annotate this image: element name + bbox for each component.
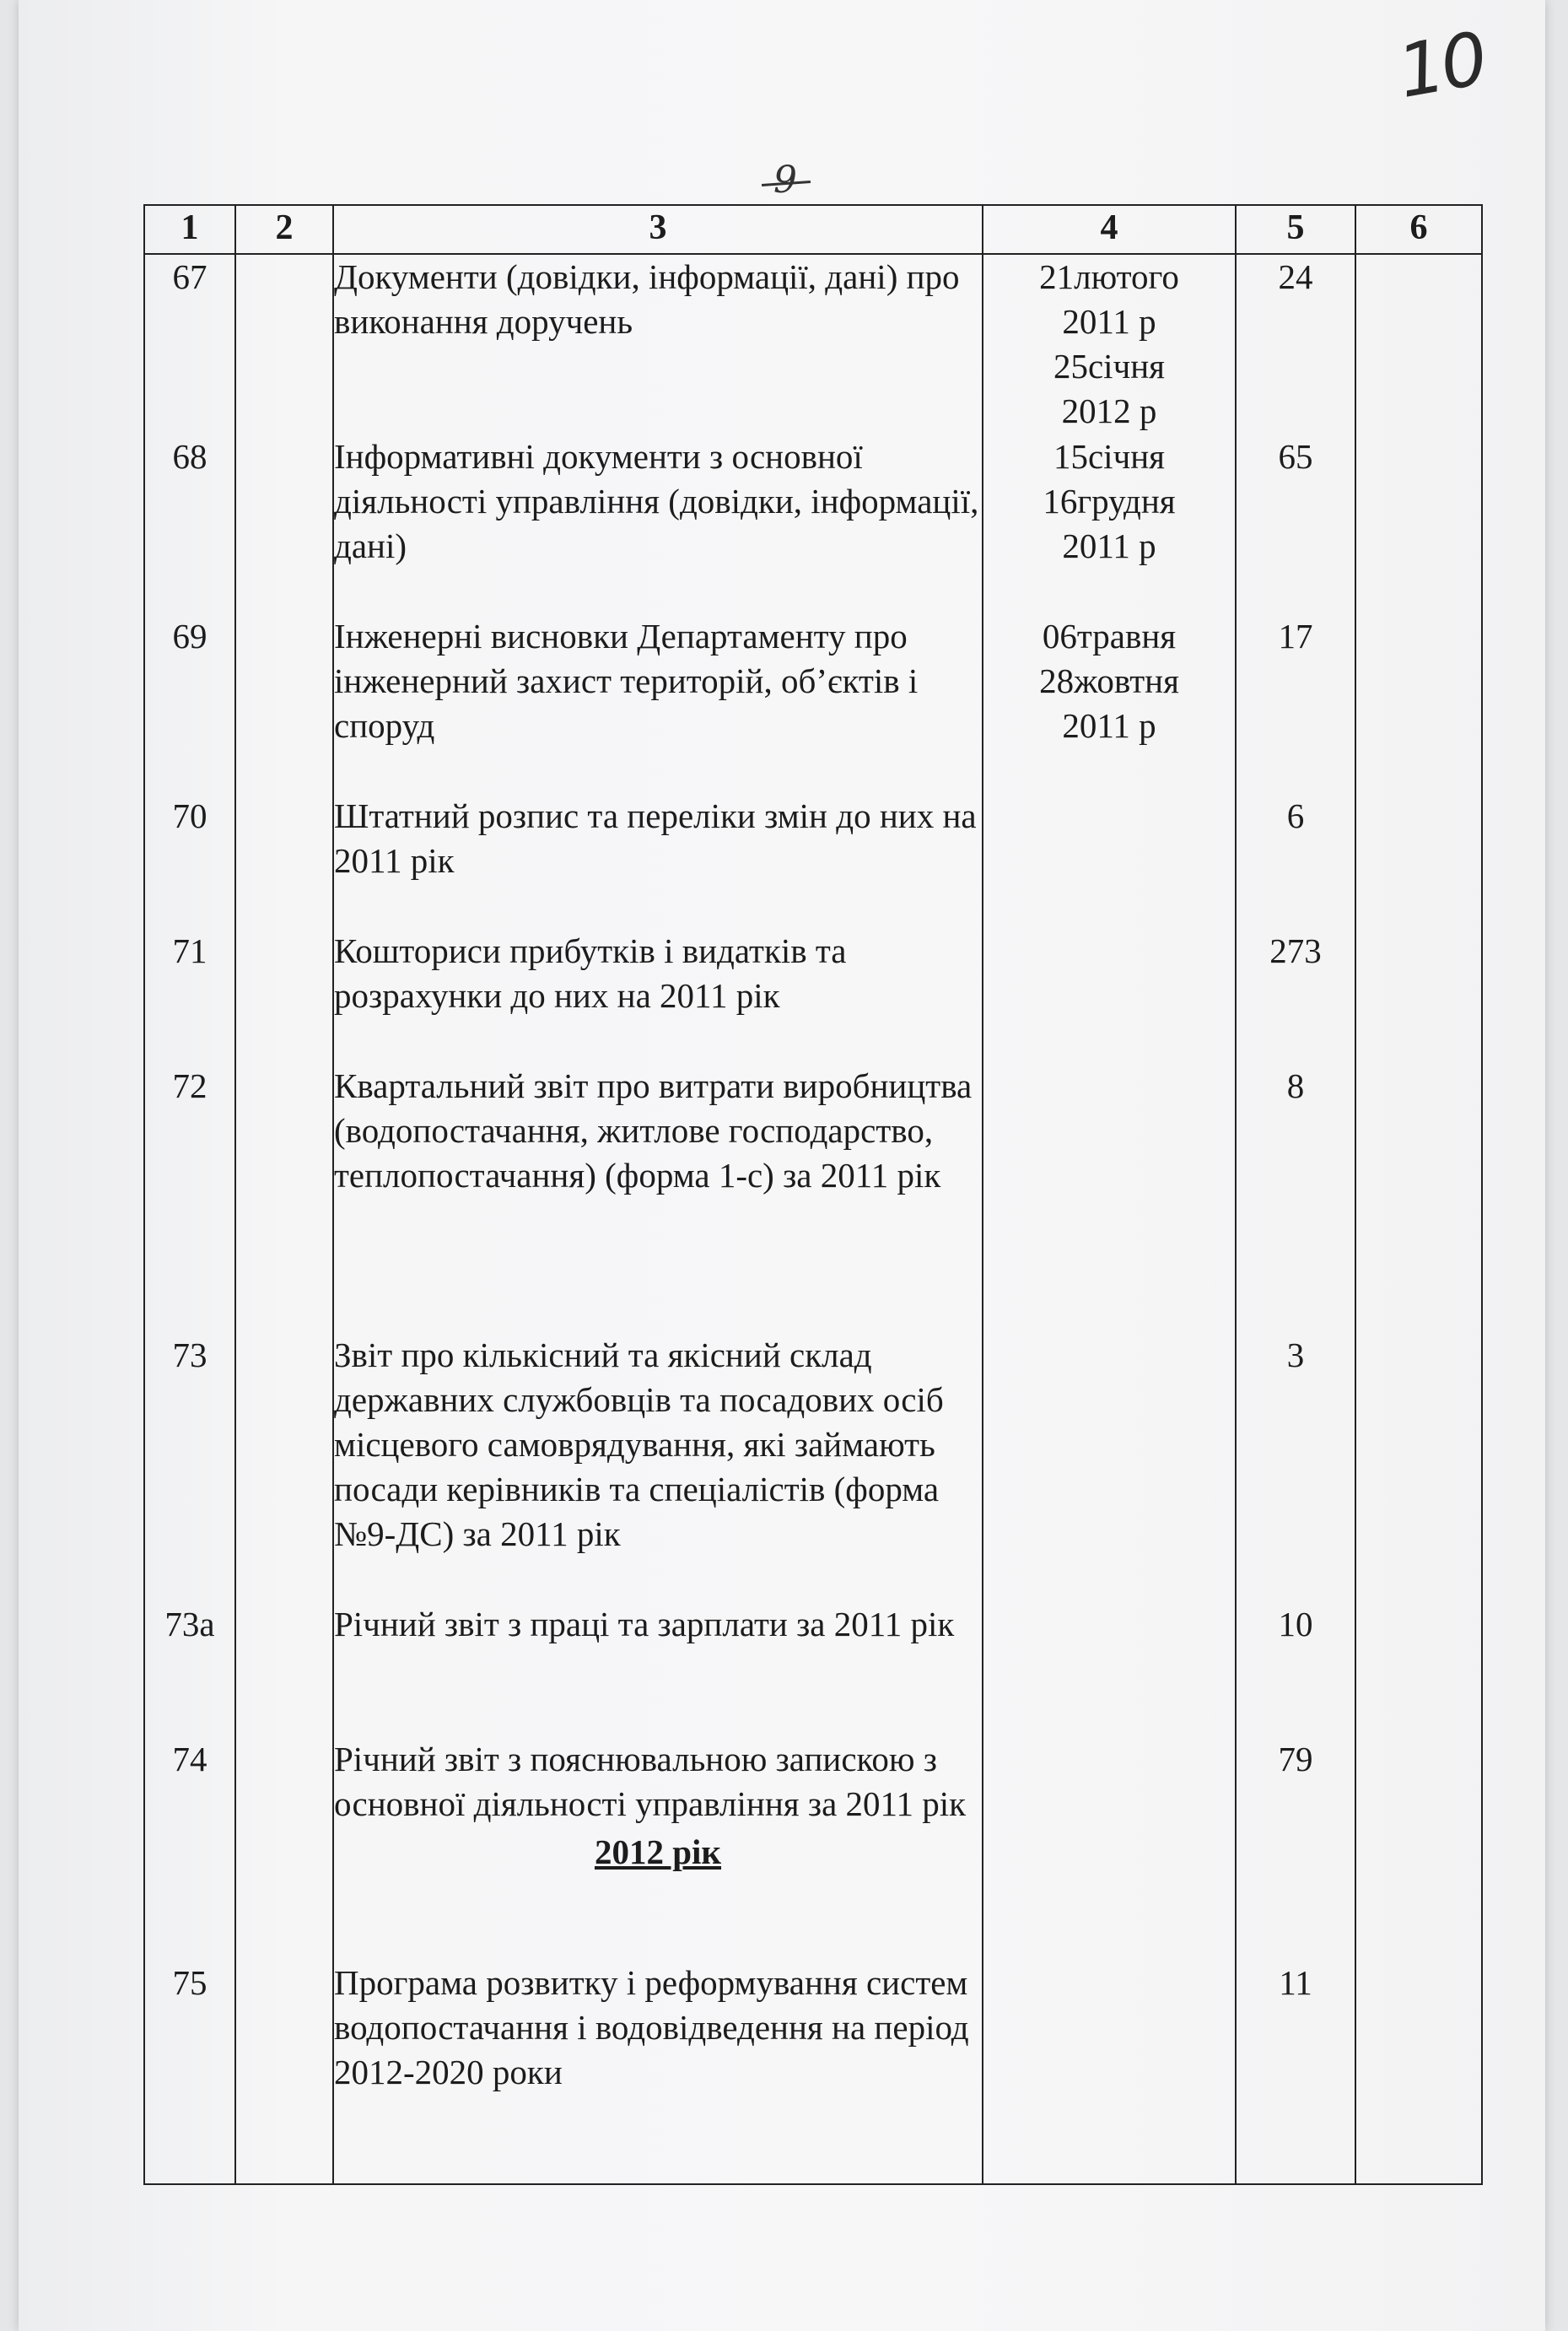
row-number: 68 (144, 434, 235, 614)
handwritten-folio-number: 10 (1392, 16, 1491, 116)
date-line: 2011 р (1062, 706, 1156, 745)
document-title: Квартальний звіт про витрати виробництва (водопостачання, житлове господарство, теплопостачання) (форма 1-с) за 2011 рік (333, 1064, 983, 1333)
index-cell (235, 1333, 333, 1602)
table-row (144, 254, 1482, 434)
table-row (144, 1961, 1482, 2184)
document-title: Кошториси прибутків і видатків та розрахунки до них на 2011 рік (333, 929, 983, 1064)
row-number: 71 (144, 929, 235, 1064)
notes-cell (1355, 1064, 1482, 1333)
date-line: 16грудня (1043, 482, 1176, 521)
notes-cell (1355, 434, 1482, 614)
table-row (144, 794, 1482, 929)
table-header-row (144, 205, 1482, 254)
document-title: Річний звіт з пояснювальною запискою з основної діяльності управління за 2011 рік (334, 1740, 967, 1823)
row-number: 70 (144, 794, 235, 929)
date-range (983, 1064, 1236, 1333)
inventory-table (143, 204, 1483, 2185)
notes-cell (1355, 794, 1482, 929)
column-header: 4 (983, 205, 1236, 254)
date-range (983, 1602, 1236, 1737)
date-range (983, 794, 1236, 929)
date-line: 28жовтня (1039, 661, 1179, 700)
table-row (144, 614, 1482, 794)
index-cell (235, 929, 333, 1064)
table-row (144, 1333, 1482, 1602)
column-header: 3 (333, 205, 983, 254)
row-number: 69 (144, 614, 235, 794)
index-cell (235, 254, 333, 434)
index-cell (235, 614, 333, 794)
notes-cell (1355, 929, 1482, 1064)
sheet-count: 11 (1236, 1961, 1355, 2184)
date-range (983, 1961, 1236, 2184)
column-header: 1 (144, 205, 235, 254)
notes-cell (1355, 614, 1482, 794)
sheet-count: 10 (1236, 1602, 1355, 1737)
column-header: 6 (1355, 205, 1482, 254)
row-number: 67 (144, 254, 235, 434)
notes-cell (1355, 254, 1482, 434)
index-cell (235, 434, 333, 614)
notes-cell (1355, 1737, 1482, 1961)
document-title: Інформативні документи з основної діяльності управління (довідки, інформації, дані) (333, 434, 983, 614)
column-header: 2 (235, 205, 333, 254)
table-row (144, 929, 1482, 1064)
index-cell (235, 1961, 333, 2184)
date-line: 25січня (1053, 347, 1165, 386)
document-title: Інженерні висновки Департаменту про інженерний захист територій, об’єктів і споруд (333, 614, 983, 794)
document-title: Документи (довідки, інформації, дані) про виконання доручень (333, 254, 983, 434)
row-number: 73а (144, 1602, 235, 1737)
document-title: Річний звіт з праці та зарплати за 2011 рік (333, 1602, 983, 1737)
sheet-count: 65 (1236, 434, 1355, 614)
notes-cell (1355, 1961, 1482, 2184)
notes-cell (1355, 1333, 1482, 1602)
index-cell (235, 1737, 333, 1961)
sheet-count: 6 (1236, 794, 1355, 929)
date-line: 21лютого (1039, 257, 1179, 296)
document-sheet (19, 0, 1545, 2331)
row-number: 75 (144, 1961, 235, 2184)
document-title: Програма розвитку і реформування систем водопостачання і водовідведення на період 2012-2020 роки (333, 1961, 983, 2184)
date-line: 15січня (1053, 437, 1165, 476)
document-title: Звіт про кількісний та якісний склад державних службовців та посадових осіб місцевого самоврядування, які займають посади керівників та спеціалістів (форма №9-ДС) за 2011 рік (333, 1333, 983, 1602)
date-range (983, 614, 1236, 794)
year-section-heading: 2012 рік (594, 1832, 722, 1871)
index-cell (235, 1602, 333, 1737)
sheet-count: 3 (1236, 1333, 1355, 1602)
date-range (983, 1333, 1236, 1602)
table-row (144, 1737, 1482, 1961)
date-line: 06травня (1042, 617, 1177, 656)
document-title: Штатний розпис та переліки змін до них на 2011 рік (333, 794, 983, 929)
date-line: 2011 р (1062, 302, 1156, 341)
sheet-count: 8 (1236, 1064, 1355, 1333)
page-number: 9 (773, 159, 797, 202)
date-range (983, 434, 1236, 614)
sheet-count: 24 (1236, 254, 1355, 434)
column-header: 5 (1236, 205, 1355, 254)
notes-cell (1355, 1602, 1482, 1737)
index-cell (235, 794, 333, 929)
table-row (144, 434, 1482, 614)
row-number: 72 (144, 1064, 235, 1333)
date-range (983, 1737, 1236, 1961)
table-row (144, 1602, 1482, 1737)
sheet-count: 17 (1236, 614, 1355, 794)
sheet-count: 79 (1236, 1737, 1355, 1961)
sheet-count: 273 (1236, 929, 1355, 1064)
date-range (983, 254, 1236, 434)
row-number: 74 (144, 1737, 235, 1961)
date-range (983, 929, 1236, 1064)
document-title-cell (333, 1737, 983, 1961)
row-number: 73 (144, 1333, 235, 1602)
table-row (144, 1064, 1482, 1333)
index-cell (235, 1064, 333, 1333)
date-line: 2011 р (1062, 526, 1156, 565)
date-line: 2012 р (1061, 391, 1157, 430)
